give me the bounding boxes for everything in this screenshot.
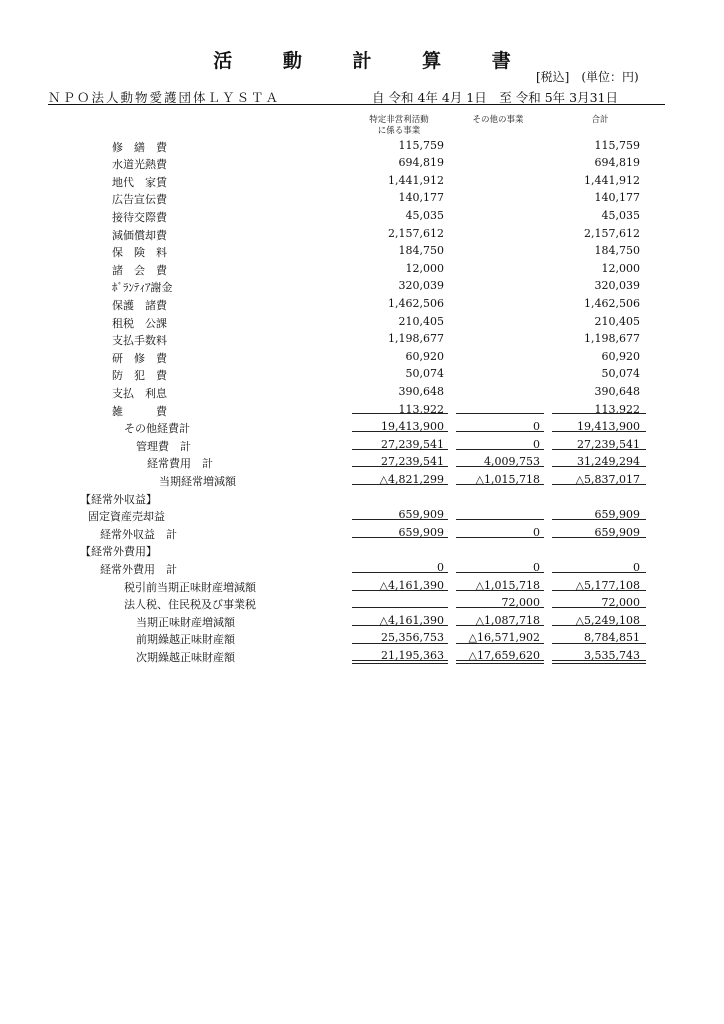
- row-label: 保護 諸費: [112, 298, 167, 312]
- value-total: 2,157,612: [584, 226, 640, 240]
- total-double-rule: [352, 663, 448, 664]
- column-header-nonprofit: 特定非営利活動 に係る事業: [369, 115, 429, 136]
- document-title: 活 動 計 算 書: [213, 50, 533, 72]
- subtotal-rule: [352, 413, 448, 414]
- value-other: 0: [533, 420, 540, 434]
- table-row: [0, 295, 724, 313]
- table-row: [0, 172, 724, 190]
- subtotal-rule: [352, 572, 448, 573]
- table-row: [0, 612, 724, 630]
- row-label: 修 繕 費: [112, 140, 167, 154]
- table-row: [0, 401, 724, 419]
- value-total: 184,750: [594, 244, 640, 258]
- total-double-rule: [552, 660, 646, 661]
- table-row: [0, 330, 724, 348]
- subtotal-rule: [552, 625, 646, 626]
- subtotal-rule: [352, 643, 448, 644]
- value-total: 31,249,294: [577, 455, 640, 469]
- row-label: 減価償却費: [112, 228, 167, 242]
- value-total: 72,000: [601, 596, 640, 610]
- value-other: △17,659,620: [468, 648, 540, 662]
- subtotal-rule: [552, 431, 646, 432]
- subtotal-rule: [552, 484, 646, 485]
- value-nonprofit: 60,920: [405, 349, 444, 363]
- total-double-rule: [552, 663, 646, 664]
- column-header-total: 合計: [591, 115, 609, 125]
- value-nonprofit: 2,157,612: [388, 226, 444, 240]
- table-row: [0, 207, 724, 225]
- subtotal-rule: [456, 607, 544, 608]
- row-label: 保 険 料: [112, 246, 167, 260]
- value-nonprofit: 21,195,363: [381, 648, 444, 662]
- table-row: [0, 277, 724, 295]
- value-nonprofit: 210,405: [398, 314, 444, 328]
- subtotal-rule: [352, 537, 448, 538]
- value-total: 115,759: [594, 138, 640, 152]
- subtotal-rule: [552, 519, 646, 520]
- total-double-rule: [456, 663, 544, 664]
- row-label: 水道光熱費: [112, 158, 167, 172]
- value-total: 1,462,506: [584, 296, 640, 310]
- value-nonprofit: 1,441,912: [388, 173, 444, 187]
- value-total: 27,239,541: [577, 437, 640, 451]
- value-nonprofit: 19,413,900: [381, 420, 444, 434]
- value-total: △5,177,108: [575, 578, 640, 592]
- row-label: 広告宣伝費: [112, 193, 167, 207]
- value-total: 45,035: [601, 208, 640, 222]
- tax-unit-note: [税込] (単位：円): [536, 70, 639, 84]
- table-row: [0, 577, 724, 595]
- table-row: [0, 348, 724, 366]
- subtotal-rule: [352, 590, 448, 591]
- table-row: [0, 506, 724, 524]
- value-nonprofit: 27,239,541: [381, 437, 444, 451]
- value-nonprofit: △4,161,390: [379, 578, 444, 592]
- value-total: 390,648: [594, 384, 640, 398]
- column-header-other: その他の事業: [472, 115, 524, 125]
- row-label: 地代 家賃: [112, 175, 167, 189]
- total-double-rule: [456, 660, 544, 661]
- row-label: 当期経常増減額: [159, 474, 236, 488]
- value-nonprofit: 1,198,677: [388, 332, 444, 346]
- value-nonprofit: 659,909: [398, 508, 444, 522]
- value-total: 50,074: [601, 367, 640, 381]
- value-total: 320,039: [594, 279, 640, 293]
- table-row: [0, 418, 724, 436]
- value-total: 60,920: [601, 349, 640, 363]
- row-label: 経常費用 計: [147, 457, 213, 471]
- value-nonprofit: 320,039: [398, 279, 444, 293]
- subtotal-rule: [352, 607, 448, 608]
- subtotal-rule: [352, 466, 448, 467]
- value-total: 659,909: [594, 525, 640, 539]
- table-row: [0, 260, 724, 278]
- subtotal-rule: [456, 572, 544, 573]
- value-other: 4,009,753: [484, 455, 540, 469]
- table-row: [0, 365, 724, 383]
- row-label: 税引前当期正味財産増減額: [124, 580, 256, 594]
- section-heading: 【経常外費用】: [80, 545, 157, 559]
- subtotal-rule: [552, 413, 646, 414]
- subtotal-rule: [552, 607, 646, 608]
- subtotal-rule: [552, 466, 646, 467]
- value-nonprofit: 25,356,753: [381, 631, 444, 645]
- subtotal-rule: [352, 431, 448, 432]
- subtotal-rule: [456, 449, 544, 450]
- table-row: [0, 629, 724, 647]
- value-other: △1,087,718: [475, 613, 540, 627]
- value-nonprofit: △4,161,390: [379, 613, 444, 627]
- value-other: △1,015,718: [475, 578, 540, 592]
- table-row: [0, 647, 724, 665]
- row-label: 租税 公課: [112, 316, 167, 330]
- subtotal-rule: [456, 413, 544, 414]
- subtotal-rule: [352, 519, 448, 520]
- table-row: [0, 594, 724, 612]
- value-total: 140,177: [594, 191, 640, 205]
- value-total: △5,837,017: [575, 472, 640, 486]
- header-rule: [48, 104, 665, 105]
- row-label: 雑 費: [112, 404, 167, 418]
- subtotal-rule: [552, 572, 646, 573]
- value-nonprofit: 0: [437, 560, 444, 574]
- value-total: 12,000: [601, 261, 640, 275]
- value-nonprofit: 659,909: [398, 525, 444, 539]
- table-row: [0, 541, 724, 559]
- value-nonprofit: 115,759: [398, 138, 444, 152]
- value-total: 694,819: [594, 156, 640, 170]
- subtotal-rule: [456, 625, 544, 626]
- subtotal-rule: [456, 643, 544, 644]
- value-total: 113,922: [594, 402, 640, 416]
- table-row: [0, 524, 724, 542]
- table-row: [0, 189, 724, 207]
- organization-name: ＮＰＯ法人動物愛護団体ＬＹＳＴＡ: [48, 90, 281, 105]
- subtotal-rule: [456, 466, 544, 467]
- table-row: [0, 154, 724, 172]
- table-row: [0, 225, 724, 243]
- value-nonprofit: 45,035: [405, 208, 444, 222]
- row-label: 法人税、住民税及び事業税: [124, 598, 256, 612]
- row-label: 前期繰越正味財産額: [136, 633, 235, 647]
- value-total: 8,784,851: [584, 631, 640, 645]
- table-row: [0, 383, 724, 401]
- value-other: △1,015,718: [475, 472, 540, 486]
- value-total: 659,909: [594, 508, 640, 522]
- table-row: [0, 453, 724, 471]
- row-label: 次期繰越正味財産額: [136, 650, 235, 664]
- value-total: 1,198,677: [584, 332, 640, 346]
- subtotal-rule: [456, 590, 544, 591]
- row-label: ﾎﾞﾗﾝﾃｨｱ謝金: [112, 281, 173, 295]
- value-nonprofit: 50,074: [405, 367, 444, 381]
- row-label: 諸 会 費: [112, 263, 167, 277]
- value-total: 0: [633, 560, 640, 574]
- row-label: 固定資産売却益: [88, 510, 165, 524]
- row-label: 支払 利息: [112, 386, 167, 400]
- row-label: 接待交際費: [112, 210, 167, 224]
- value-other: 0: [533, 437, 540, 451]
- value-nonprofit: 12,000: [405, 261, 444, 275]
- value-other: 72,000: [501, 596, 540, 610]
- subtotal-rule: [456, 519, 544, 520]
- table-row: [0, 137, 724, 155]
- subtotal-rule: [352, 449, 448, 450]
- row-label: 経常外費用 計: [100, 562, 177, 576]
- row-label: 防 犯 費: [112, 369, 167, 383]
- subtotal-rule: [552, 449, 646, 450]
- subtotal-rule: [552, 590, 646, 591]
- value-nonprofit: 140,177: [398, 191, 444, 205]
- value-nonprofit: 1,462,506: [388, 296, 444, 310]
- value-total: 3,535,743: [584, 648, 640, 662]
- value-total: 210,405: [594, 314, 640, 328]
- row-label: 支払手数料: [112, 334, 167, 348]
- value-other: 0: [533, 560, 540, 574]
- row-label: その他経費計: [124, 422, 190, 436]
- table-row: [0, 313, 724, 331]
- subtotal-rule: [456, 484, 544, 485]
- value-nonprofit: 27,239,541: [381, 455, 444, 469]
- value-nonprofit: △4,821,299: [379, 472, 444, 486]
- value-total: 1,441,912: [584, 173, 640, 187]
- value-other: △16,571,902: [468, 631, 540, 645]
- subtotal-rule: [552, 537, 646, 538]
- value-nonprofit: 694,819: [398, 156, 444, 170]
- subtotal-rule: [352, 625, 448, 626]
- value-nonprofit: 390,648: [398, 384, 444, 398]
- subtotal-rule: [552, 643, 646, 644]
- table-row: [0, 471, 724, 489]
- row-label: 管理費 計: [136, 439, 191, 453]
- table-row: [0, 436, 724, 454]
- total-double-rule: [352, 660, 448, 661]
- table-row: [0, 242, 724, 260]
- value-total: △5,249,108: [575, 613, 640, 627]
- subtotal-rule: [456, 431, 544, 432]
- row-label: 研 修 費: [112, 351, 167, 365]
- value-nonprofit: 113,922: [398, 402, 444, 416]
- value-total: 19,413,900: [577, 420, 640, 434]
- subtotal-rule: [352, 484, 448, 485]
- section-heading: 【経常外収益】: [80, 492, 157, 506]
- value-nonprofit: 184,750: [398, 244, 444, 258]
- subtotal-rule: [456, 537, 544, 538]
- fiscal-period: 自 令和 4年 4月 1日 至 令和 5年 3月31日: [372, 90, 618, 105]
- row-label: 経常外収益 計: [100, 527, 177, 541]
- value-other: 0: [533, 525, 540, 539]
- table-row: [0, 489, 724, 507]
- row-label: 当期正味財産増減額: [136, 615, 235, 629]
- table-row: [0, 559, 724, 577]
